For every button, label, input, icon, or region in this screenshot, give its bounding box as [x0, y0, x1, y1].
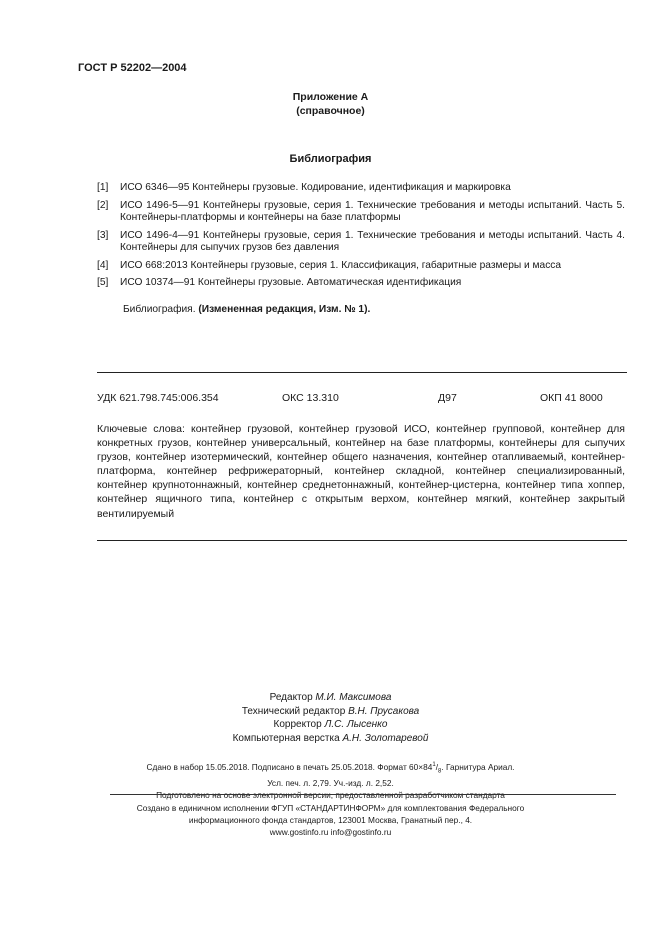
print-info-line2: Усл. печ. л. 2,79. Уч.-изд. л. 2,52.	[267, 778, 394, 789]
bibliography-item-text: ИСО 6346—95 Контейнеры грузовые. Кодирование, идентификация и маркировка	[120, 182, 511, 193]
credit-name: Л.С. Лысенко	[324, 719, 388, 730]
amendment-note-bold: (Измененная редакция, Изм. № 1).	[198, 304, 371, 315]
print-info-line1: Сдано в набор 15.05.2018. Подписано в печать 25.05.2018. Формат 60×84	[146, 761, 433, 772]
credit-row	[0, 718, 661, 732]
credit-name: В.Н. Прусакова	[348, 705, 420, 717]
bibliography-item-text: ИСО 10374—91 Контейнеры грузовые. Автоматическая идентификация	[120, 277, 462, 288]
print-info-line3: Подготовлено на основе электронной версии, предоставленной разработчиком стандарта	[156, 790, 505, 801]
oks-code: ОКС 13.310	[282, 392, 339, 404]
udk-code: УДК 621.798.745:006.354	[97, 392, 219, 404]
publisher-line1: Создано в единичном исполнении ФГУП «СТАНДАРТИНФОРМ» для комплектования Федерального	[136, 803, 525, 813]
format-fraction-denominator: 8	[438, 768, 442, 775]
bibliography-item	[97, 277, 625, 290]
bibliography-title: Библиография	[289, 153, 372, 165]
credit-row	[0, 705, 661, 719]
credit-row	[0, 691, 661, 705]
print-info	[0, 760, 661, 802]
credit-name: М.И. Максимова	[315, 692, 392, 703]
amendment-note-prefix: Библиография.	[123, 304, 196, 315]
bibliography-item-text: ИСО 1496-5—91 Контейнеры грузовые, серия 1. Технические требования и методы испытаний. Часть 5. Контейнеры-платформы и контейнеры на базе платформы	[120, 199, 625, 223]
bibliography-item	[97, 200, 625, 225]
credit-row	[0, 732, 661, 746]
bibliography-item	[97, 260, 625, 273]
bibliography-item	[97, 182, 625, 195]
okp-code: ОКП 41 8000	[540, 392, 603, 404]
appendix-subtitle: (справочное)	[296, 105, 365, 117]
bibliography-item-number: [3]	[97, 229, 109, 241]
bibliography-item-number: [1]	[97, 182, 109, 193]
format-fraction-numerator: 1	[432, 762, 436, 768]
bibliography-item-text: ИСО 668:2013 Контейнеры грузовые, серия 1. Классификация, габаритные размеры и масса	[120, 259, 562, 271]
divider-publisher	[110, 794, 616, 795]
bibliography-item-number: [2]	[97, 199, 109, 211]
bibliography-item-number: [5]	[97, 277, 109, 288]
bibliography-item-number: [4]	[97, 259, 109, 271]
bibliography-list	[97, 182, 625, 295]
credits-block	[0, 691, 661, 745]
bibliography-item	[97, 230, 625, 255]
credit-name: А.Н. Золотаревой	[342, 732, 429, 744]
appendix-title: Приложение А	[292, 91, 369, 103]
standard-number: ГОСТ Р 52202—2004	[78, 62, 187, 74]
group-code: Д97	[438, 392, 457, 404]
divider-top	[97, 372, 627, 373]
credit-role: Технический редактор	[241, 705, 346, 717]
publisher-info	[0, 803, 661, 838]
print-info-line1-tail: . Гарнитура Ариал.	[441, 761, 515, 772]
credit-role: Редактор	[269, 692, 313, 703]
keywords-text: Ключевые слова: контейнер грузовой, контейнер грузовой ИСО, контейнер групповой, контейнер для конкретных грузов, контейнер универсальный, контейнер на базе платформы, контейнеры для сыпучих грузов, контейнер изотермический, контейнер общего назначения, контейнер отапливаемый, контейнер-платформа, контейнер рефрижераторный, контейнер складной, контейнер специализированный, контейнер крупнотоннажный, контейнер среднетоннажный, контейнер-цистерна, контейнер типа хоппер, контейнер ящичного типа, контейнер с открытым верхом, контейнер мягкий, контейнер закрытый вентилируемый	[97, 423, 625, 520]
credit-role: Компьютерная верстка	[232, 732, 340, 744]
divider-bottom	[97, 540, 627, 541]
publisher-line3: www.gostinfo.ru info@gostinfo.ru	[269, 826, 392, 837]
credit-role: Корректор	[273, 719, 322, 730]
publisher-line2: информационного фонда стандартов, 123001 Москва, Гранатный пер., 4.	[188, 814, 473, 825]
bibliography-item-text: ИСО 1496-4—91 Контейнеры грузовые, серия 1. Технические требования и методы испытаний. Часть 4. Контейнеры для сыпучих грузов без давления	[120, 229, 625, 253]
amendment-note	[123, 304, 370, 315]
print-info-line: Сдано в набор 15.05.2018. Подписано в печать 25.05.2018. Формат $60\times 84^1/_8$. Гарнитура Ариал.	[146, 761, 515, 775]
